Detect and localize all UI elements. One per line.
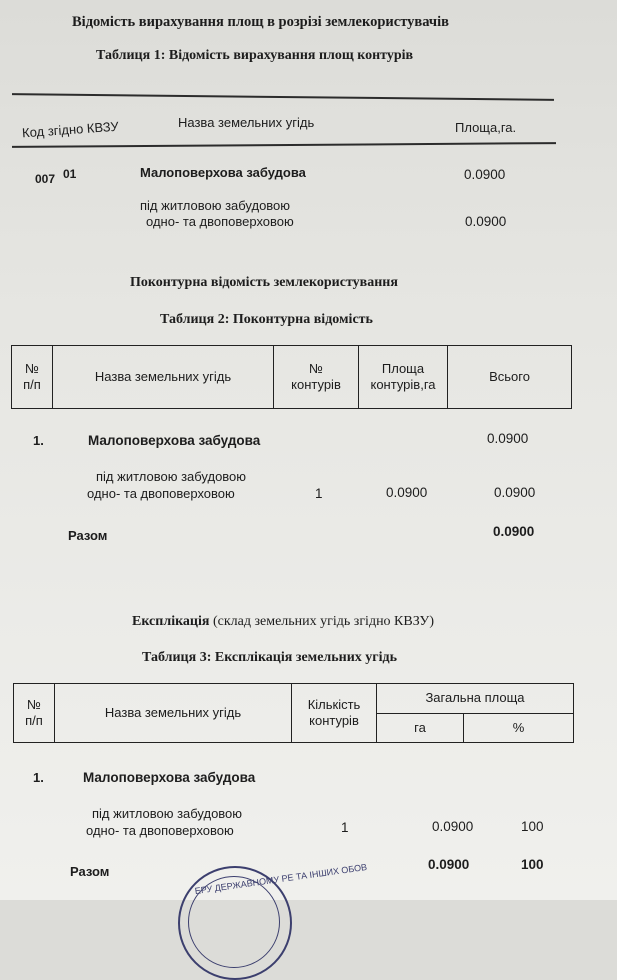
stamp-text: ЕРУ ДЕРЖАВНОМУ РЕ ТА ІНШИХ ОБОВ (194, 861, 368, 897)
table3-h-no-2: п/п (25, 713, 43, 728)
table1-row-area: 0.0900 (464, 167, 506, 182)
table2-h-no-1: № (25, 360, 39, 376)
table2-sub-line-2: одно- та двоповерховою (87, 486, 235, 501)
table1-top-rule (12, 93, 554, 100)
table3-sub-line-1: під житловою забудовою (92, 806, 243, 821)
table2-row-total: 0.0900 (487, 431, 529, 446)
table3-header-ha: га (377, 713, 464, 743)
table1-sub-line-1: під житловою забудовою (140, 198, 291, 213)
section2-heading: Поконтурна відомість землекористування (130, 275, 398, 290)
table3-row-name: Малоповерхова забудова (83, 770, 256, 785)
table2-sum-label: Разом (68, 528, 108, 543)
table1-caption: Таблиця 1: Відомість вирахування площ контурів (96, 48, 414, 63)
table3-header (13, 683, 574, 743)
table2-row-no: 1. (33, 433, 44, 448)
table1-sub-line-2: одно- та двоповерховою (146, 214, 294, 229)
table3-sum-pct: 100 (521, 857, 544, 872)
table2-sub-total: 0.0900 (494, 485, 536, 500)
table2-h-area-2: контурів,га (370, 377, 436, 392)
table2-h-area-1: Площа (381, 360, 425, 376)
table2-header-name: Назва земельних угідь (53, 346, 274, 409)
table1-row-name: Малоповерхова забудова (140, 165, 306, 180)
table3-h-no-1: № (27, 696, 41, 712)
table3-caption: Таблиця 3: Експлікація земельних угідь (142, 650, 398, 665)
table1-sub-area: 0.0900 (465, 214, 507, 229)
table2-sub-area: 0.0900 (386, 485, 428, 500)
table1-col-code: Код згідно КВЗУ (21, 118, 120, 141)
table2-sub-line-1: під житловою забудовою (96, 469, 247, 484)
section3-heading-rest: (склад земельних угідь згідно КВЗУ) (212, 614, 434, 629)
document-title: Відомість вирахування площ в розрізі землекористувачів (72, 14, 449, 30)
table3-sub-count: 1 (341, 820, 349, 835)
section3-heading (132, 614, 434, 630)
table2-header (11, 345, 572, 409)
table3-h-count-2: контурів (309, 713, 359, 728)
table3-row-no: 1. (33, 770, 44, 785)
table1-bottom-rule (12, 142, 556, 147)
table3-header-pct: % (464, 713, 574, 743)
table1-col-area: Площа,га. (455, 120, 517, 135)
table2-header-contour (274, 346, 359, 409)
table3-header-no (14, 684, 55, 743)
official-stamp (178, 861, 368, 980)
table3-sub-line-2: одно- та двоповерховою (86, 823, 234, 838)
table2-row-name: Малоповерхова забудова (88, 433, 261, 448)
table3-sum-ha: 0.0900 (428, 857, 470, 872)
table2-h-contour-1: № (309, 360, 323, 376)
table3-h-count-1: Кількість (307, 696, 361, 712)
section3-heading-bold: Експлікація (132, 614, 210, 629)
table3-sub-ha: 0.0900 (432, 819, 474, 834)
table2-header-area (359, 346, 448, 409)
table2-sum-total: 0.0900 (493, 524, 535, 539)
table2-header-no (12, 346, 53, 409)
table3-header-count (292, 684, 377, 743)
table3-sum-label: Разом (70, 864, 110, 879)
table2-sub-contours: 1 (315, 486, 323, 501)
table1-row-code-1: 007 (35, 172, 56, 186)
table2-h-contour-2: контурів (291, 377, 341, 392)
table2-caption: Таблиця 2: Поконтурна відомість (160, 312, 373, 327)
table2-header-total: Всього (448, 346, 572, 409)
table3-sub-pct: 100 (521, 819, 544, 834)
table1-row-code-2: 01 (63, 167, 77, 181)
table2-h-no-2: п/п (23, 377, 41, 392)
table3-header-name: Назва земельних угідь (55, 684, 292, 743)
table1-col-name: Назва земельних угідь (178, 115, 315, 130)
table3-header-total-area: Загальна площа (377, 684, 574, 714)
